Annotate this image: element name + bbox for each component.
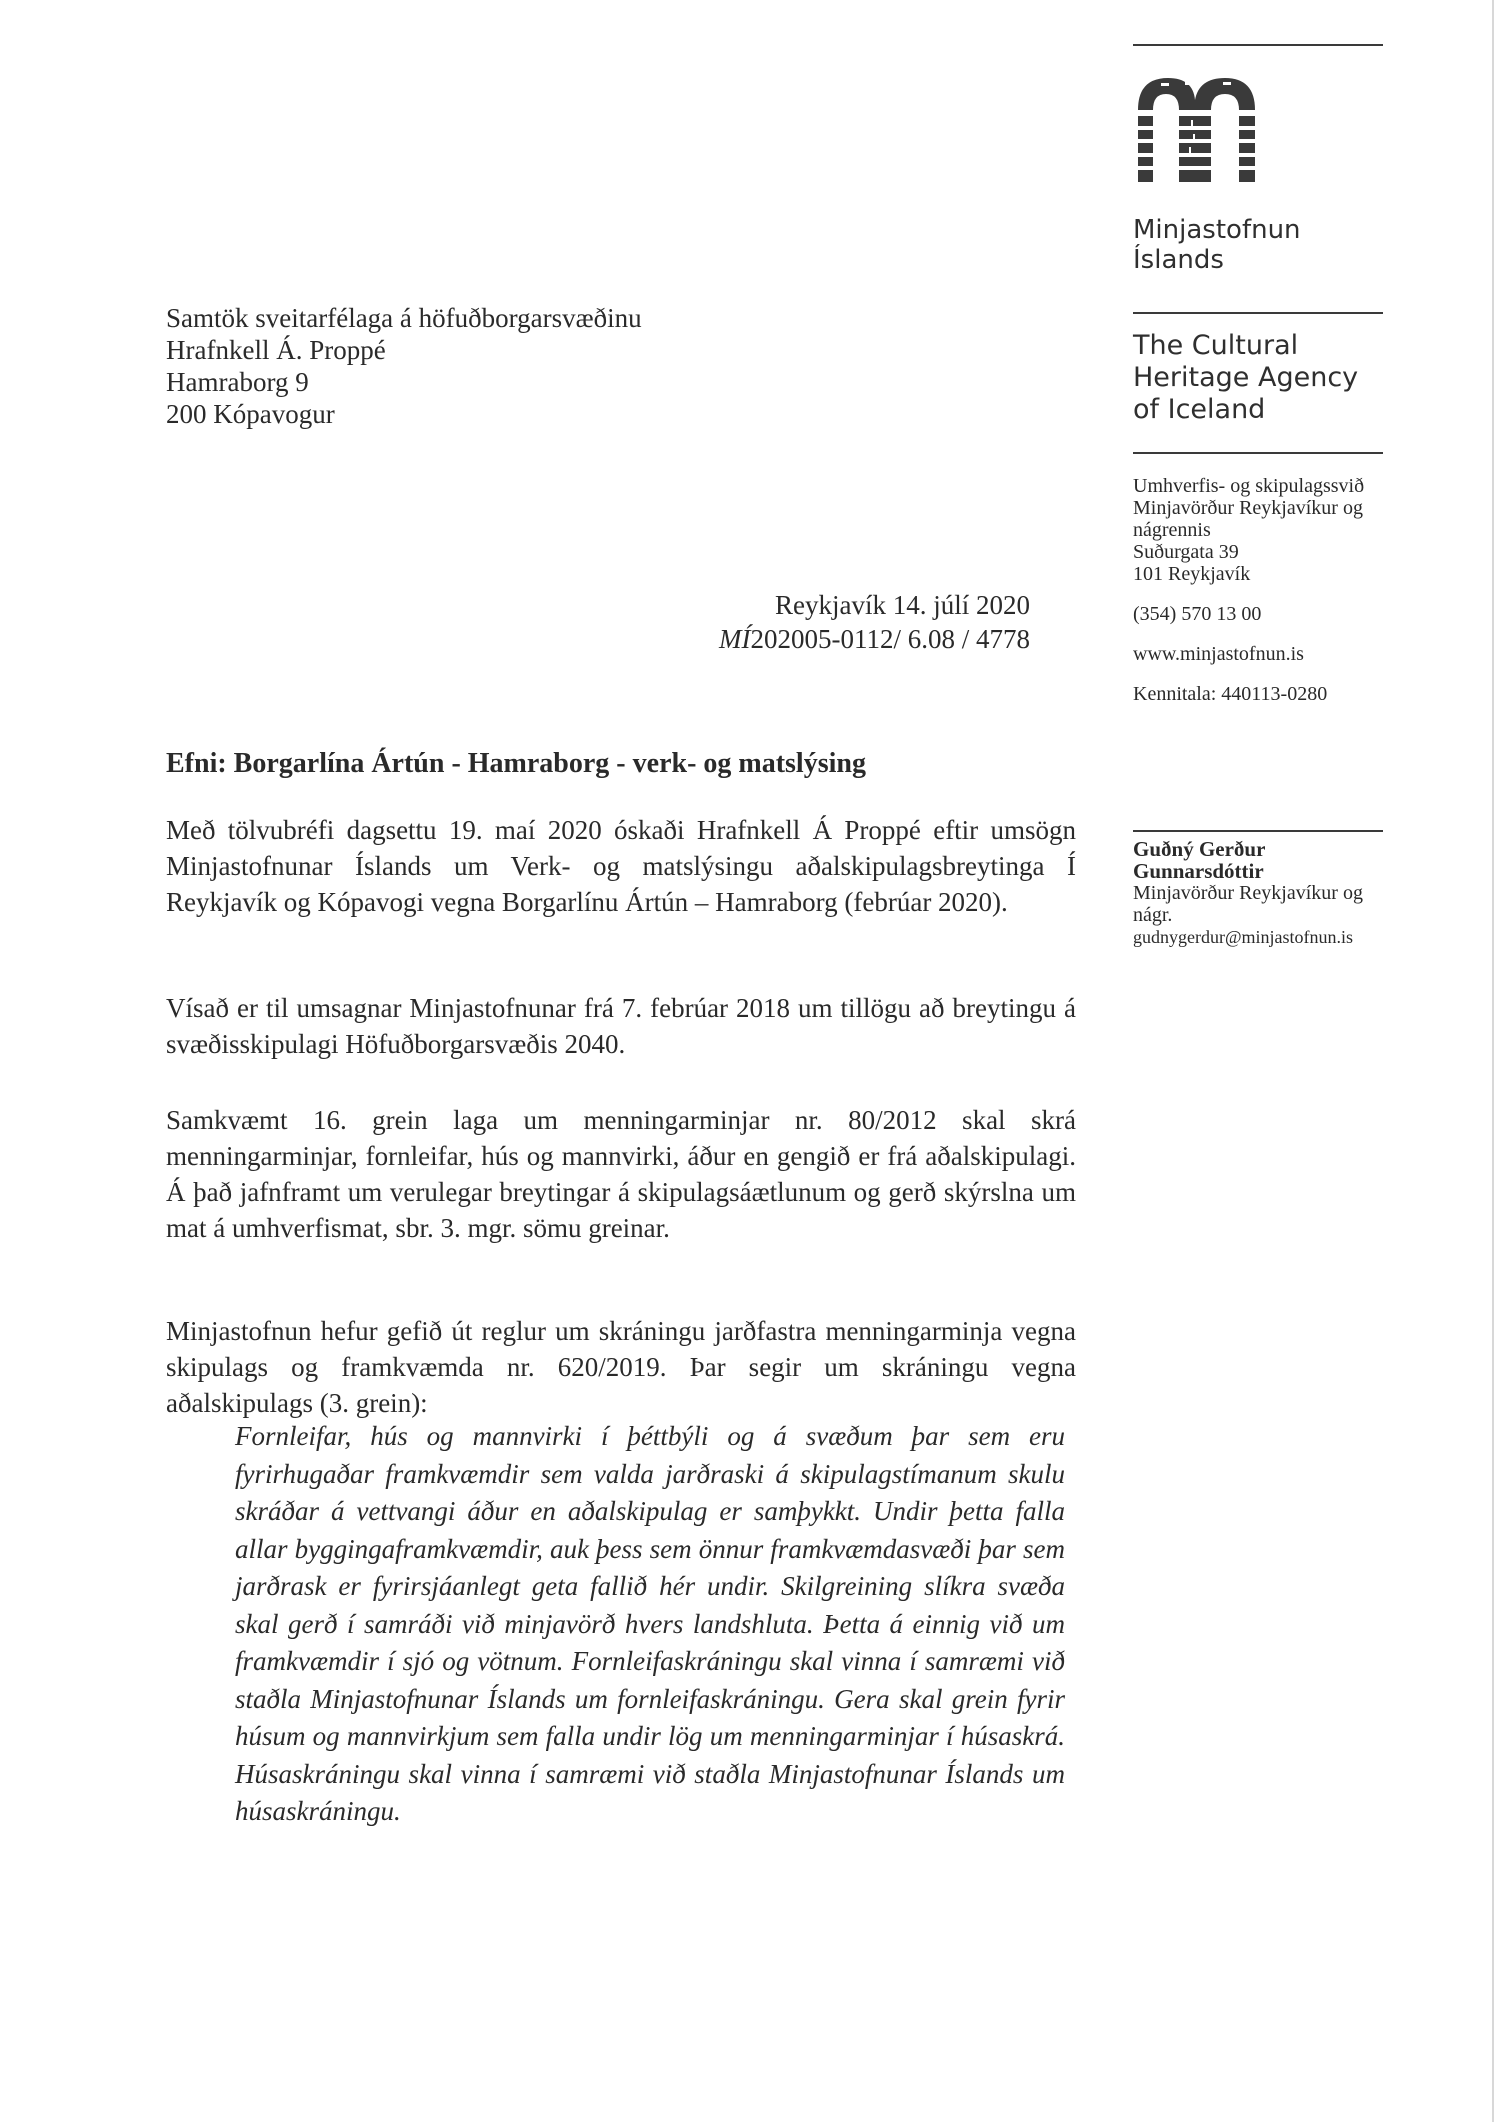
letter-subject: Efni: Borgarlína Ártún - Hamraborg - verk- og matslýsing — [166, 748, 866, 779]
contact-name-line2: Gunnarsdóttir — [1133, 859, 1264, 883]
org-name-is — [1133, 215, 1301, 275]
recipient-city: 200 Kópavogur — [166, 399, 335, 429]
date-block — [719, 588, 1030, 656]
contact-email: gudnygerdur@minjastofnun.is — [1133, 927, 1354, 947]
contact-role-line2: nágr. — [1133, 904, 1173, 926]
body-paragraph-2: Vísað er til umsagnar Minjastofnunar frá 7. febrúar 2018 um tillögu að breytingu á svæðisskipulagi Höfuðborgarsvæðis 2040. — [166, 993, 1076, 1059]
recipient-name: Hrafnkell Á. Proppé — [166, 335, 386, 365]
org-street: Suðurgata 39 — [1133, 541, 1239, 563]
sidebar-rule-4 — [1133, 830, 1383, 832]
recipient-street: Hamraborg 9 — [166, 367, 309, 397]
recipient-org: Samtök sveitarfélaga á höfuðborgarsvæðinu — [166, 303, 642, 333]
sidebar-rule-2 — [1133, 312, 1383, 314]
contact-person — [1133, 838, 1393, 948]
body-paragraph-3: Samkvæmt 16. grein laga um menningarminjar nr. 80/2012 skal skrá menningarminjar, fornleifar, hús og mannvirki, áður en gengið er frá aðalskipulagi. Á það jafnframt um verulegar breytingar á skipulagsáætlunum og gerð skýrslna um mat á umhverfismat, sbr. 3. mgr. sömu greinar. — [166, 1105, 1076, 1243]
org-kennitala: Kennitala: 440113-0280 — [1133, 683, 1328, 705]
org-name-is-line1: Minjastofnun — [1133, 215, 1301, 245]
org-name-is-line2: Íslands — [1133, 245, 1224, 275]
org-name-en — [1133, 330, 1358, 426]
org-name-en-line3: of Iceland — [1133, 394, 1266, 425]
department-line1: Umhverfis- og skipulagssvið — [1133, 475, 1365, 497]
letter-date: Reykjavík 14. júlí 2020 — [775, 590, 1030, 620]
contact-name-line1: Guðný Gerður — [1133, 837, 1266, 861]
page-edge — [1492, 0, 1494, 2122]
department-line2: Minjavörður Reykjavíkur og — [1133, 497, 1363, 519]
department-line3: nágrennis — [1133, 519, 1211, 541]
org-website: www.minjastofnun.is — [1133, 643, 1304, 665]
reference-prefix: MÍ — [719, 624, 751, 654]
org-phone: (354) 570 13 00 — [1133, 603, 1262, 625]
org-contact — [1133, 475, 1383, 705]
sidebar-rule-top — [1133, 44, 1383, 46]
reference-number: 202005-0112/ 6.08 / 4778 — [750, 624, 1030, 654]
quoted-regulation: Fornleifar, hús og mannvirki í þéttbýli og á svæðum þar sem eru fyrirhugaðar framkvæmdir sem valda jarðraski á skipulagstímanum skulu skráðar á vettvangi áður en aðalskipulag er samþykkt. Undir þetta falla allar byggingaframkvæmdir, auk þess sem önnur framkvæmdasvæði þar sem jarðrask er fyrirsjáanlegt geta fallið hér undir. Skilgreining slíkra svæða skal gerð í samráði við minjavörð hvers landshluta. Þetta á einnig við um framkvæmdir í sjó og vötnum. Fornleifaskráningu skal vinna í samræmi við staðla Minjastofnunar Íslands um fornleifaskráningu. Gera skal grein fyrir húsum og mannvirkjum sem falla undir lög um menningarminjar í húsaskrá. Húsaskráningu skal vinna í samræmi við staðla Minjastofnunar Íslands um húsaskráningu. — [235, 1421, 1065, 1826]
minjastofnun-logo-icon — [1133, 70, 1283, 190]
contact-role-line1: Minjavörður Reykjavíkur og — [1133, 882, 1363, 904]
recipient-address — [166, 302, 642, 430]
letter-reference — [719, 622, 1030, 656]
body-paragraph-4: Minjastofnun hefur gefið út reglur um skráningu jarðfastra menningarminja vegna skipulags og framkvæmda nr. 620/2019. Þar segir um skráningu vegna aðalskipulags (3. grein): — [166, 1316, 1076, 1418]
body-paragraph-1: Með tölvubréfi dagsettu 19. maí 2020 óskaði Hrafnkell Á Proppé eftir umsögn Minjastofnunar Íslands um Verk- og matslýsingu aðalskipulagsbreytinga Í Reykjavík og Kópavogi vegna Borgarlínu Ártún – Hamraborg (febrúar 2020). — [166, 815, 1076, 917]
sidebar-rule-3 — [1133, 452, 1383, 454]
org-name-en-line2: Heritage Agency — [1133, 362, 1359, 393]
org-city: 101 Reykjavík — [1133, 563, 1251, 585]
org-name-en-line1: The Cultural — [1133, 330, 1299, 361]
